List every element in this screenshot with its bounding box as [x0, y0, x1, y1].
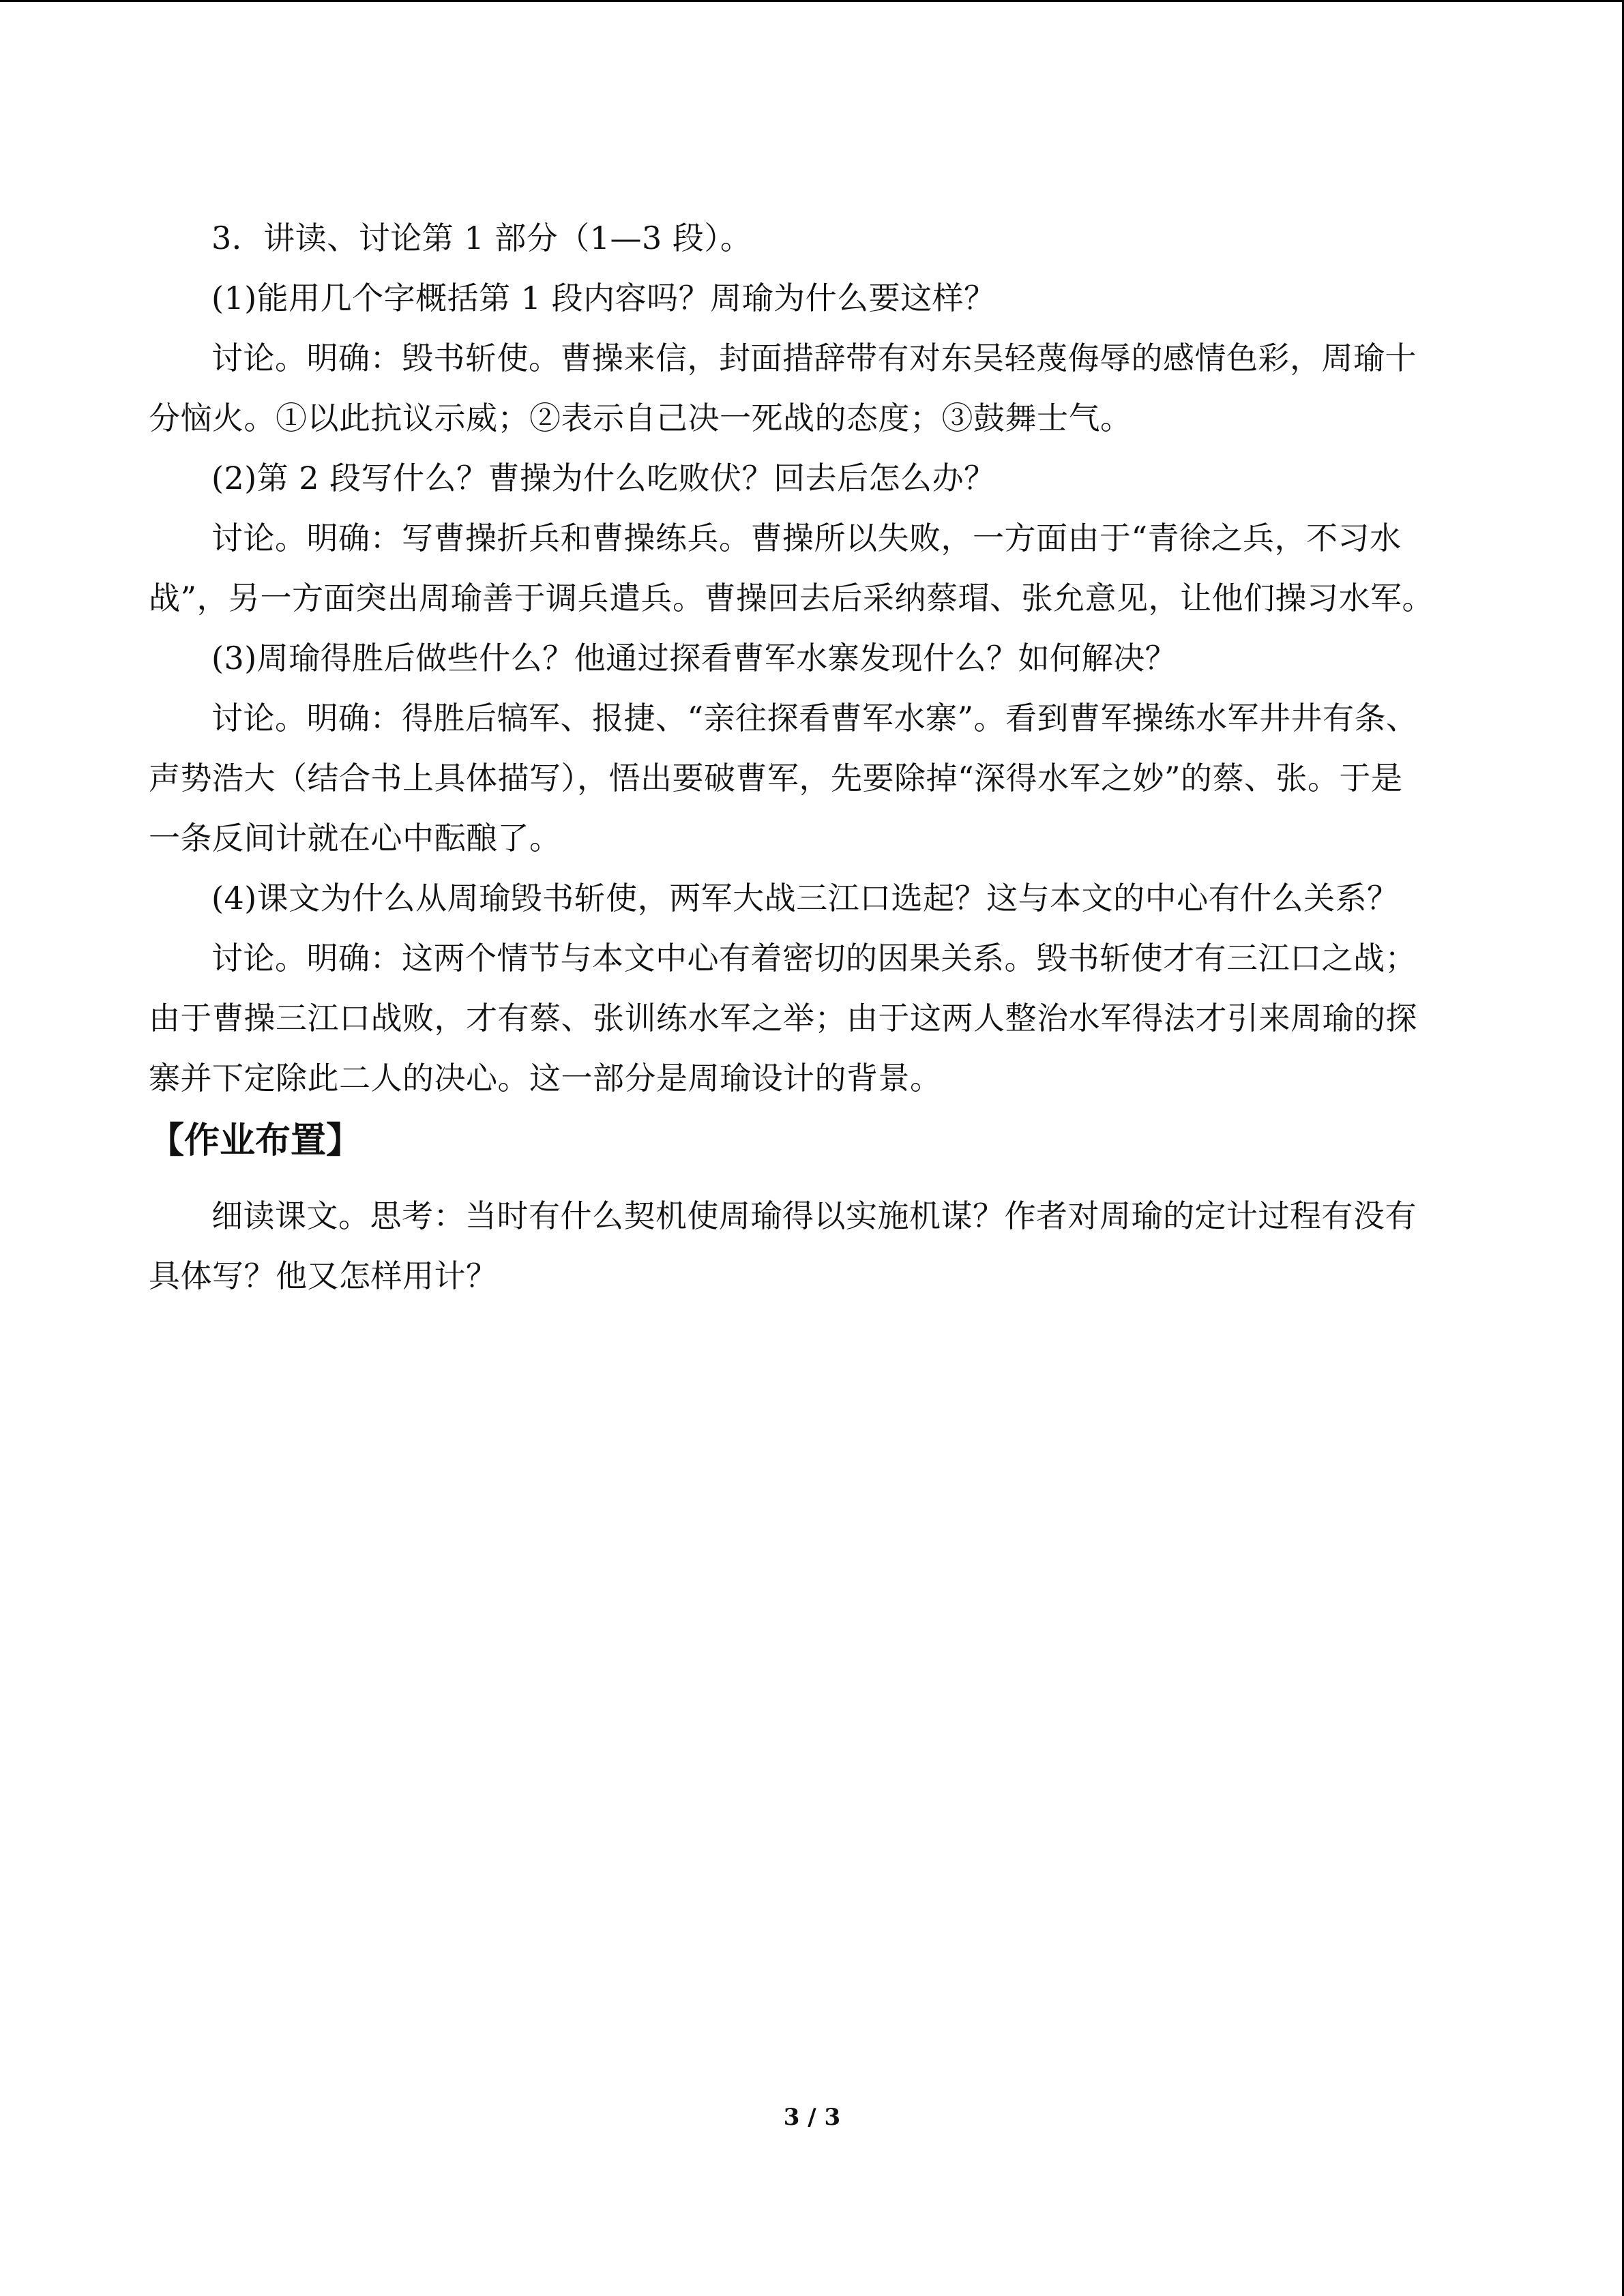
paragraph-line: (2)第 2 段写什么？曹操为什么吃败伏？回去后怎么办？ — [211, 460, 996, 496]
paragraph-line: 战”，另一方面突出周瑜善于调兵遣兵。曹操回去后采纳蔡瑁、张允意见，让他们操习水军。 — [149, 580, 1434, 616]
paragraph-line: (1)能用几个字概括第 1 段内容吗？周瑜为什么要这样？ — [211, 280, 996, 316]
page-top-border — [0, 0, 1624, 2]
document-body — [149, 208, 1479, 1306]
paragraph-line: 讨论。明确：写曹操折兵和曹操练兵。曹操所以失败，一方面由于“青徐之兵，不习水 — [211, 520, 1402, 556]
paragraph-line: 讨论。明确：这两个情节与本文中心有着密切的因果关系。毁书斩使才有三江口之战； — [211, 940, 1417, 976]
paragraph-line: 讨论。明确：毁书斩使。曹操来信，封面措辞带有对东吴轻蔑侮辱的感情色彩，周瑜十 — [211, 340, 1417, 376]
paragraph-line: 声势浩大（结合书上具体描写），悟出要破曹军，先要除掉“深得水军之妙”的蔡、张。于是 — [149, 760, 1403, 796]
paragraph-line: 讨论。明确：得胜后犒军、报捷、“亲往探看曹军水寨”。看到曹军操练水军井井有条、 — [211, 700, 1418, 736]
paragraph-line: 3．讲读、讨论第 1 部分（1—3 段）。 — [211, 220, 752, 256]
homework-line: 具体写？他又怎样用计？ — [149, 1257, 498, 1294]
paragraph-line: 分恼火。①以此抗议示威；②表示自己决一死战的态度；③鼓舞士气。 — [149, 400, 1132, 436]
homework-line: 细读课文。思考：当时有什么契机使周瑜得以实施机谋？作者对周瑜的定计过程有没有 — [211, 1197, 1417, 1234]
homework-heading: 【作业布置】 — [149, 1120, 362, 1161]
paragraph-line: 寨并下定除此二人的决心。这一部分是周瑜设计的背景。 — [149, 1060, 942, 1097]
paragraph-line: 由于曹操三江口战败，才有蔡、张训练水军之举；由于这两人整治水军得法才引来周瑜的探 — [149, 1000, 1417, 1037]
paragraph-line: (4)课文为什么从周瑜毁书斩使，两军大战三江口选起？这与本文的中心有什么关系？ — [211, 880, 1399, 916]
page-number: 3 / 3 — [783, 2104, 841, 2131]
paragraph-line: 一条反间计就在心中酝酿了。 — [149, 820, 561, 856]
paragraph-line: (3)周瑜得胜后做些什么？他通过探看曹军水寨发现什么？如何解决？ — [211, 640, 1177, 676]
